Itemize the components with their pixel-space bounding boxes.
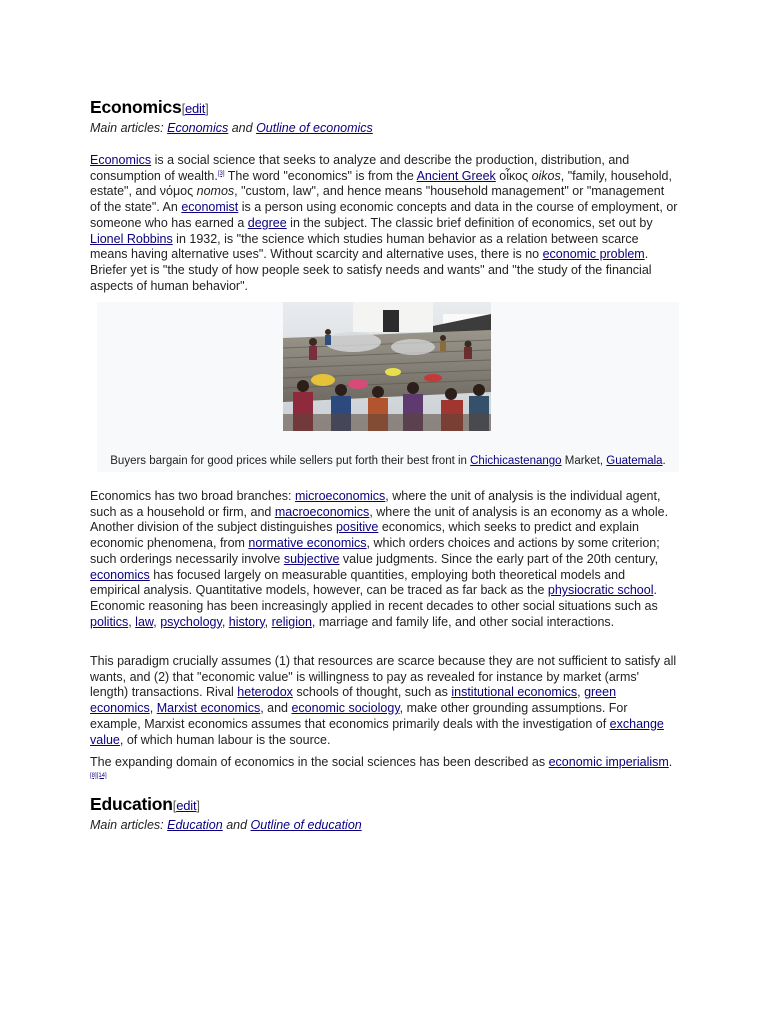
link-history[interactable]: history bbox=[228, 614, 265, 629]
link-green-economics[interactable]: green economics bbox=[90, 685, 617, 716]
link-chichicastenango[interactable]: Chichicastenango bbox=[470, 455, 562, 467]
market-photo[interactable] bbox=[283, 302, 491, 431]
link-physiocratic-school[interactable]: physiocratic school bbox=[547, 583, 654, 598]
education-section-header bbox=[90, 794, 678, 832]
link-economic-imperialism[interactable]: economic imperialism bbox=[548, 755, 669, 769]
reference-8-14[interactable]: [8][14] bbox=[90, 772, 107, 779]
link-subjective[interactable]: subjective bbox=[283, 551, 340, 566]
education-edit-link[interactable]: edit bbox=[176, 798, 197, 813]
paragraph-3: This paradigm crucially assumes (1) that resources are scarce because they are not sufficient to satisfy all wants, and (2) that "economic value" is willingness to pay as revealed for instance by market (arms' length) transactions. Rival heterodox schools of thought, such as institutional economics, green economics, Marxist economics, and economic sociology, make other grounding assumptions. For example, Marxist economics assumes that economics primarily deals with the investigation of exchange value, of which human labour is the source. bbox=[90, 654, 677, 747]
link-politics[interactable]: politics bbox=[90, 614, 129, 629]
link-religion[interactable]: religion bbox=[271, 614, 312, 629]
link-ancient-greek[interactable]: Ancient Greek bbox=[416, 168, 496, 183]
link-normative-economics[interactable]: normative economics bbox=[248, 536, 367, 551]
economics-edit-link[interactable]: edit bbox=[184, 101, 206, 116]
link-economics-2[interactable]: economics bbox=[90, 567, 150, 582]
link-economic-problem[interactable]: economic problem bbox=[542, 247, 645, 262]
link-economist[interactable]: economist bbox=[181, 200, 239, 215]
hatnote-link-education[interactable]: Education bbox=[167, 818, 223, 832]
link-positive[interactable]: positive bbox=[335, 520, 379, 535]
paragraph-1: Economics is a social science that seeks to analyze and describe the production, distribution, and consumption of wealth.[3] The word "economics" is from the Ancient Greek οἶκος oikos, "family, household, estate", and νόμος nomos, "custom, law", and hence means "household management" or "management of the state". An economist is a person using economic concepts and data in the course of employment, or someone who has earned a degree in the subject. The classic brief definition of economics, set out by Lionel Robbins in 1932, is "the science which studies human behavior as a relation between scarce means having alternative uses". Without scarcity and alternative uses, there is no economic problem. Briefer yet is "the study of how people seek to satisfy needs and wants" and "the study of the financial aspects of human behavior". bbox=[90, 153, 678, 293]
link-law[interactable]: law bbox=[135, 614, 154, 629]
link-exchange-value[interactable]: exchange value bbox=[90, 716, 664, 747]
link-macroeconomics[interactable]: macroeconomics bbox=[274, 504, 370, 519]
link-heterodox[interactable]: heterodox bbox=[237, 685, 293, 700]
link-institutional-economics[interactable]: institutional economics bbox=[451, 685, 578, 700]
link-degree[interactable]: degree bbox=[247, 215, 287, 230]
link-marxist-economics[interactable]: Marxist economics bbox=[156, 701, 261, 716]
education-edit-section: [edit] bbox=[172, 798, 200, 813]
economics-section-header bbox=[90, 97, 678, 135]
hatnote-link-outline-economics[interactable]: Outline of economics bbox=[256, 121, 373, 135]
figure-caption: Buyers bargain for good prices while sellers put forth their best front in Chichicastenango Market, Guatemala. bbox=[110, 455, 666, 467]
paragraph-4: The expanding domain of economics in the social sciences has been described as economic imperialism.[8][14] bbox=[90, 755, 673, 779]
link-guatemala[interactable]: Guatemala bbox=[606, 455, 663, 467]
market-figure bbox=[97, 302, 679, 472]
link-psychology[interactable]: psychology bbox=[160, 614, 222, 629]
paragraph-2: Economics has two broad branches: microeconomics, where the unit of analysis is the individual agent, such as a household or firm, and macroeconomics, where the unit of analysis is an economy as a whole. Another division of the subject distinguishes positive economics, which seeks to predict and explain economic phenomena, from normative economics, which orders choices and actions by some criterion; such orderings necessarily involve subjective value judgments. Since the early part of the 20th century, economics has focused largely on measurable quantities, employing both theoretical models and empirical analysis. Quantitative models, however, can be traced as far back as the physiocratic school. Economic reasoning has been increasingly applied in recent decades to other social situations such as politics, law, psychology, history, religion, marriage and family life, and other social interactions. bbox=[90, 489, 669, 629]
economics-hatnote: Main articles: Economics and Outline of economics bbox=[90, 121, 373, 135]
economics-heading: Economics[edit] bbox=[90, 97, 209, 117]
hatnote-link-economics[interactable]: Economics bbox=[167, 121, 229, 135]
link-microeconomics[interactable]: microeconomics bbox=[294, 489, 386, 503]
link-economic-sociology[interactable]: economic sociology bbox=[291, 701, 400, 716]
link-economics[interactable]: Economics bbox=[90, 153, 152, 167]
link-lionel-robbins[interactable]: Lionel Robbins bbox=[90, 231, 173, 246]
reference-3[interactable]: [3] bbox=[217, 170, 225, 177]
economics-edit-section: [edit] bbox=[181, 101, 209, 116]
education-heading: Education[edit] bbox=[90, 794, 200, 814]
education-hatnote: Main articles: Education and Outline of education bbox=[90, 818, 362, 832]
hatnote-link-outline-education[interactable]: Outline of education bbox=[250, 818, 362, 832]
